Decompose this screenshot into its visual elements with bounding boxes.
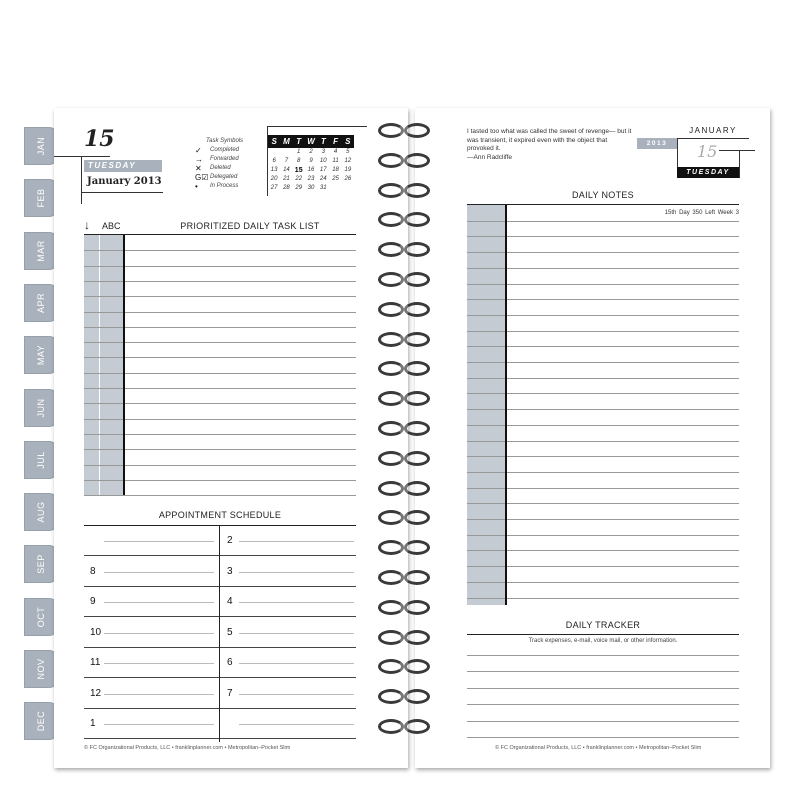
calendar-day: 1 xyxy=(297,149,301,155)
spiral-ring xyxy=(376,358,436,378)
notes-line xyxy=(467,582,739,583)
calendar-week-row xyxy=(268,166,354,175)
calendar-day: 13 xyxy=(270,167,278,173)
right-page xyxy=(415,108,770,768)
notes-line xyxy=(467,346,739,347)
month-label: JANUARY xyxy=(689,126,737,135)
spiral-ring xyxy=(376,120,436,140)
full-date: January 2013 xyxy=(87,176,162,187)
task-symbol-icon: ✕ xyxy=(195,164,202,173)
tracker-line xyxy=(467,721,739,722)
notes-line xyxy=(467,519,739,520)
spiral-ring xyxy=(376,239,436,259)
appointment-row[interactable] xyxy=(84,557,356,587)
spiral-ring xyxy=(376,716,436,736)
month-tab-oct[interactable] xyxy=(24,598,58,636)
month-tab-apr[interactable] xyxy=(24,284,58,322)
right-date-block xyxy=(637,122,755,182)
appointment-hour-left: 11 xyxy=(90,657,101,668)
appointment-hour-left: 1 xyxy=(90,718,96,729)
spiral-ring xyxy=(376,209,436,229)
notes-line xyxy=(467,221,739,222)
notes-line xyxy=(467,488,739,489)
calendar-day: 26 xyxy=(344,176,352,182)
spiral-ring xyxy=(376,329,436,349)
notes-line xyxy=(467,456,739,457)
mini-calendar xyxy=(268,135,354,193)
month-tab-label: OCT xyxy=(36,606,46,627)
month-tab-label: JUN xyxy=(36,398,46,417)
calendar-day: 14 xyxy=(283,167,290,173)
notes-line xyxy=(467,315,739,316)
appointment-hour-right: 6 xyxy=(227,657,233,668)
date-block xyxy=(84,126,162,187)
notes-line xyxy=(467,236,739,237)
task-symbol-icon: → xyxy=(195,155,203,164)
task-symbol-row xyxy=(194,146,264,155)
tracker-line xyxy=(467,671,739,672)
calendar-day: 3 xyxy=(321,149,325,155)
appointment-hour-left: 12 xyxy=(90,687,102,699)
spiral-ring xyxy=(376,150,436,170)
task-symbol-icon: G☑ xyxy=(195,173,209,182)
task-symbol-label: Forwarded xyxy=(210,156,239,162)
appointment-hour-right: 2 xyxy=(227,535,233,546)
right-weekday-label: TUESDAY xyxy=(677,167,739,178)
appointment-hour-right: 5 xyxy=(227,626,233,638)
notes-line xyxy=(467,331,739,332)
calendar-day: 2 xyxy=(309,149,313,155)
month-tab-jan[interactable] xyxy=(24,127,58,165)
tracker-line xyxy=(467,737,739,738)
calendar-week-row xyxy=(268,157,354,166)
spiral-ring xyxy=(376,180,436,200)
spiral-ring xyxy=(376,418,436,438)
calendar-day: 27 xyxy=(270,185,278,191)
calendar-weekday-header: S xyxy=(271,137,277,146)
spiral-ring xyxy=(376,597,436,617)
notes-line xyxy=(467,503,739,504)
notes-margin-column xyxy=(467,205,505,605)
calendar-day: 28 xyxy=(283,185,290,191)
month-tab-feb[interactable] xyxy=(24,179,58,217)
task-symbol-label: Completed xyxy=(210,147,240,153)
notes-line xyxy=(467,472,739,473)
calendar-weekday-header: S xyxy=(345,137,351,146)
notes-line xyxy=(467,535,739,536)
calendar-day: 19 xyxy=(344,167,352,173)
notes-line xyxy=(467,441,739,442)
right-day-number: 15 xyxy=(697,142,718,161)
appointment-schedule-title: APPOINTMENT SCHEDULE xyxy=(158,510,282,520)
calendar-day xyxy=(342,184,354,193)
appointment-hour-left: 10 xyxy=(90,626,102,638)
task-symbol-row xyxy=(194,182,264,191)
month-tab-label: DEC xyxy=(36,711,46,732)
calendar-day: 23 xyxy=(307,176,315,182)
day-number: 15 xyxy=(84,126,115,152)
month-tab-label: JAN xyxy=(36,136,46,156)
calendar-day: 5 xyxy=(346,149,350,155)
calendar-day: 25 xyxy=(332,176,339,182)
calendar-day: 4 xyxy=(333,149,338,155)
task-symbols-legend xyxy=(194,138,264,191)
month-tab-label: AUG xyxy=(36,501,46,523)
spiral-ring xyxy=(376,269,436,289)
month-tab-label: MAR xyxy=(36,239,46,262)
calendar-day: 29 xyxy=(295,185,303,191)
calendar-day: 12 xyxy=(344,158,352,164)
calendar-day: 18 xyxy=(332,167,339,173)
task-symbols-title: Task Symbols xyxy=(206,138,244,144)
month-tab-label: JUL xyxy=(36,451,46,469)
appointment-row[interactable] xyxy=(84,709,356,739)
calendar-day: 22 xyxy=(295,176,303,182)
calendar-weekday-header: W xyxy=(307,137,315,146)
month-tab-label: APR xyxy=(36,292,46,313)
calendar-day: 21 xyxy=(283,176,290,182)
calendar-day xyxy=(329,184,341,193)
calendar-day: 16 xyxy=(307,167,315,173)
appointment-row[interactable] xyxy=(84,587,356,617)
spiral-ring xyxy=(376,686,436,706)
calendar-day: 20 xyxy=(270,176,278,182)
notes-line xyxy=(467,284,739,285)
left-footer: © FC Organizational Products, LLC • franklinplanner.com • Metropolitan–Pocket Slim xyxy=(84,745,291,751)
appointment-row[interactable] xyxy=(84,526,356,556)
calendar-weekday-header: F xyxy=(333,137,338,146)
down-arrow-icon: ↓ xyxy=(84,218,90,232)
spiral-ring xyxy=(376,567,436,587)
task-symbol-row xyxy=(194,164,264,173)
abc-label: ABC xyxy=(102,221,121,231)
notes-line xyxy=(467,299,739,300)
quote-author: —Ann Radcliffe xyxy=(467,153,513,161)
notes-line xyxy=(467,393,739,394)
task-list-grid xyxy=(84,235,356,495)
calendar-day: 10 xyxy=(319,158,327,164)
spiral-ring xyxy=(376,537,436,557)
appointment-row[interactable] xyxy=(84,648,356,678)
tracker-line xyxy=(467,655,739,656)
month-tab-label: MAY xyxy=(36,345,46,366)
month-tab-aug[interactable] xyxy=(24,493,58,531)
task-list-header xyxy=(84,220,356,234)
notes-line xyxy=(467,378,739,379)
spiral-ring xyxy=(376,627,436,647)
tracker-line xyxy=(467,704,739,705)
notes-line xyxy=(467,409,739,410)
task-symbol-label: Deleted xyxy=(210,165,231,171)
left-page xyxy=(54,108,408,768)
spiral-ring xyxy=(376,478,436,498)
month-tab-dec[interactable] xyxy=(24,702,58,740)
right-footer: © FC Organizational Products, LLC • franklinplanner.com • Metropolitan–Pocket Slim xyxy=(495,745,702,751)
appointment-hour-left: 9 xyxy=(90,596,96,607)
day-count-info: 15th Day 350 Left Week 3 xyxy=(664,210,739,216)
month-tab-label: NOV xyxy=(36,658,46,680)
task-symbol-icon: ✓ xyxy=(195,146,202,155)
calendar-day: 8 xyxy=(297,158,301,164)
daily-tracker-subtitle: Track expenses, e-mail, voice mail, or other information. xyxy=(528,638,678,644)
calendar-weekday-header: T xyxy=(320,137,326,146)
spiral-ring xyxy=(376,299,436,319)
calendar-weekday-header: M xyxy=(283,137,290,146)
appointment-hour-left: 8 xyxy=(90,565,96,577)
spiral-ring xyxy=(376,656,436,676)
calendar-day: 30 xyxy=(307,185,315,191)
appointment-hour-right: 4 xyxy=(227,596,233,607)
spiral-binding xyxy=(376,120,436,750)
calendar-day: 31 xyxy=(319,185,327,191)
calendar-day xyxy=(280,148,292,157)
weekday-label: TUESDAY xyxy=(84,160,162,172)
month-tab-label: SEP xyxy=(36,554,46,575)
calendar-day: 15 xyxy=(294,167,303,174)
appointment-row[interactable] xyxy=(84,618,356,648)
task-symbol-icon: • xyxy=(195,182,198,191)
month-tab-nov[interactable] xyxy=(24,650,58,688)
appointment-hour-right: 7 xyxy=(227,687,233,699)
notes-line xyxy=(467,252,739,253)
notes-line xyxy=(467,362,739,363)
spiral-ring xyxy=(376,388,436,408)
month-tab-mar[interactable] xyxy=(24,232,58,270)
notes-line xyxy=(467,268,739,269)
calendar-weekday-header: T xyxy=(296,137,302,146)
task-symbol-label: In Process xyxy=(210,183,239,189)
task-line xyxy=(84,495,356,496)
task-symbol-row xyxy=(194,173,264,182)
month-tab-label: FEB xyxy=(36,188,46,208)
quote xyxy=(467,128,635,162)
calendar-day: 11 xyxy=(332,158,339,164)
notes-line xyxy=(467,550,739,551)
calendar-week-row xyxy=(268,184,354,193)
task-list-title: PRIORITIZED DAILY TASK LIST xyxy=(180,221,320,231)
calendar-day: 17 xyxy=(319,167,327,173)
month-tab-jul[interactable] xyxy=(24,441,58,479)
month-tab-may[interactable] xyxy=(24,336,58,374)
notes-line xyxy=(467,566,739,567)
appointment-hour-right: 3 xyxy=(227,565,233,577)
calendar-day: 24 xyxy=(319,176,327,182)
spiral-ring xyxy=(376,507,436,527)
tracker-line xyxy=(467,688,739,689)
month-tab-jun[interactable] xyxy=(24,389,58,427)
calendar-week-row xyxy=(268,148,354,157)
calendar-day: 6 xyxy=(272,158,276,164)
calendar-day xyxy=(268,148,280,157)
spiral-ring xyxy=(376,448,436,468)
calendar-day: 7 xyxy=(284,158,289,164)
quote-text: I tasted too what was called the sweet of revenge— but it was transient, it expired even with the object that provoked it. xyxy=(467,128,632,152)
task-symbol-row xyxy=(194,155,264,164)
notes-line xyxy=(467,425,739,426)
appointment-row[interactable] xyxy=(84,679,356,709)
year-label: 2013 xyxy=(637,138,677,149)
daily-tracker-title: DAILY TRACKER xyxy=(565,620,641,630)
calendar-week-row xyxy=(268,175,354,184)
calendar-day: 9 xyxy=(309,158,313,164)
notes-line xyxy=(467,598,739,599)
daily-notes-title: DAILY NOTES xyxy=(572,190,634,200)
month-tab-sep[interactable] xyxy=(24,545,58,583)
task-symbol-label: Delegated xyxy=(210,174,238,180)
